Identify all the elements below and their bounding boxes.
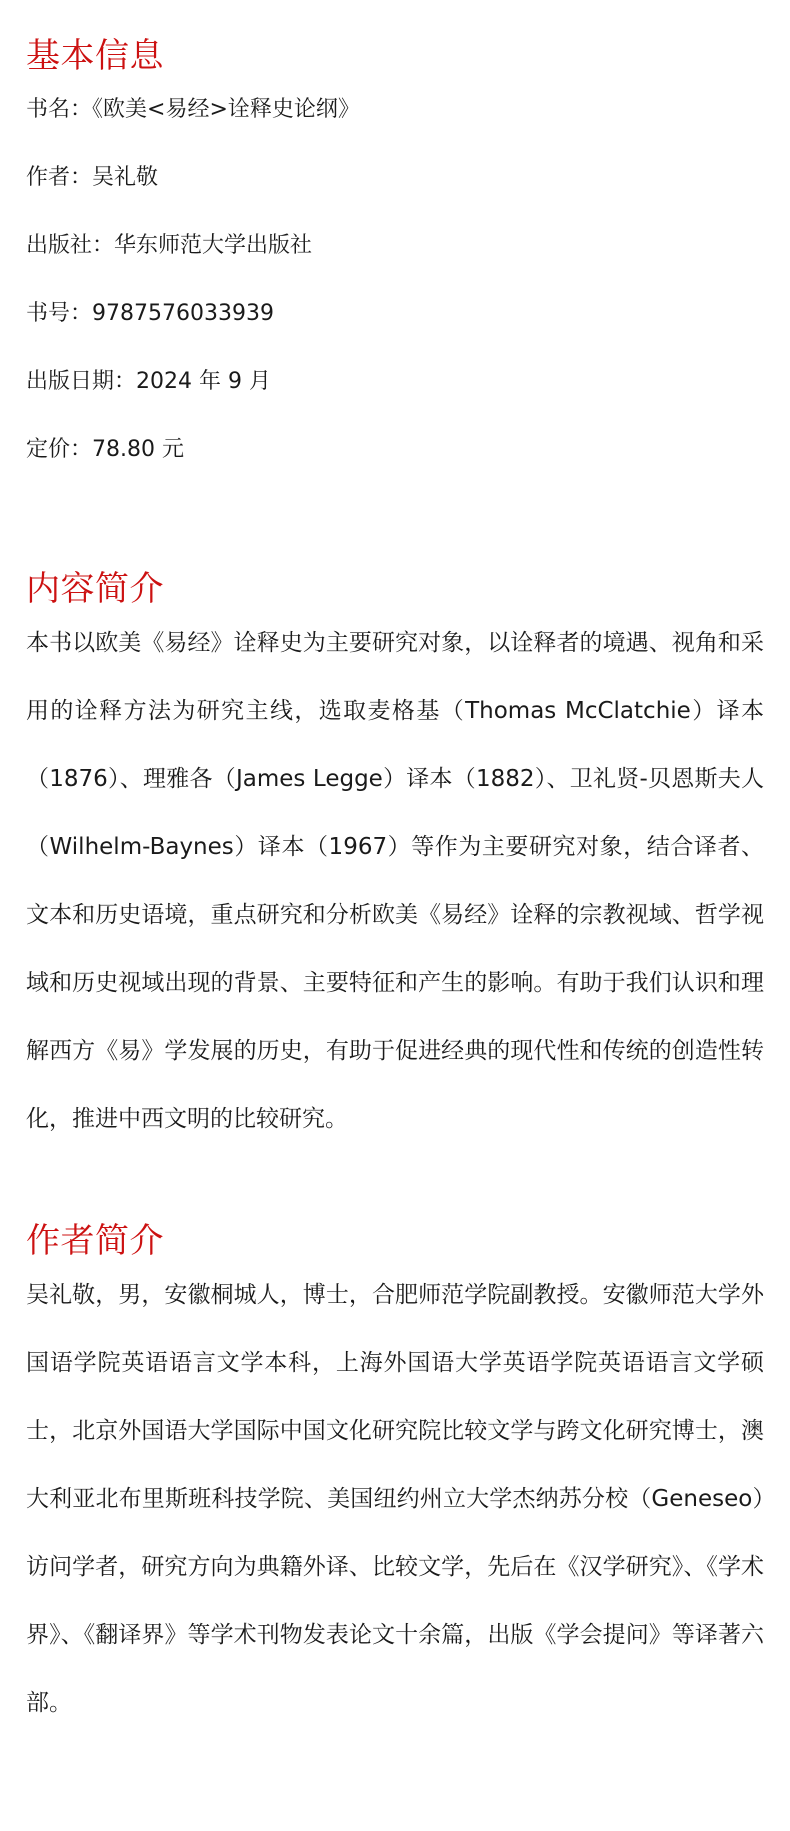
info-label: 作者： <box>26 165 93 190</box>
info-row-price <box>26 416 764 484</box>
summary-title: 内容简介 <box>26 569 164 609</box>
info-label: 书名： <box>26 97 93 122</box>
section-spacer <box>26 1153 764 1221</box>
info-value: 华东师范大学出版社 <box>114 233 313 258</box>
info-value: 《欧美<易经>诠释史论纲》 <box>92 97 360 122</box>
info-row-isbn <box>26 280 764 348</box>
section-spacer <box>26 484 764 569</box>
info-row-book-title <box>26 76 764 144</box>
info-value: 78.80 元 <box>92 437 184 462</box>
info-value: 2024 年 9 月 <box>136 369 271 394</box>
author-section <box>26 1221 764 1737</box>
basic-info-list <box>26 76 764 484</box>
basic-info-title: 基本信息 <box>26 36 164 76</box>
info-row-author <box>26 144 764 212</box>
author-title: 作者简介 <box>26 1221 164 1261</box>
info-row-publisher <box>26 212 764 280</box>
summary-section <box>26 569 764 1153</box>
info-value: 吴礼敬 <box>92 165 159 190</box>
info-label: 书号： <box>26 301 93 326</box>
info-label: 定价： <box>26 437 93 462</box>
info-value: 9787576033939 <box>92 301 274 326</box>
basic-info-section <box>26 0 764 484</box>
info-label: 出版社： <box>26 233 115 258</box>
summary-text: 本书以欧美《易经》诠释史为主要研究对象，以诠释者的境遇、视角和采用的诠释方法为研究主线，选取麦格基（Thomas McClatchie）译本（1876）、理雅各（James Legge）译本（1882）、卫礼贤-贝恩斯夫人（Wilhelm-Baynes）译本（1967）等作为主要研究对象，结合译者、文本和历史语境，重点研究和分析欧美《易经》诠释的宗教视域、哲学视域和历史视域出现的背景、主要特征和产生的影响。有助于我们认识和理解西方《易》学发展的历史，有助于促进经典的现代性和传统的创造性转化，推进中西文明的比较研究。 <box>26 630 764 1132</box>
author-text: 吴礼敬，男，安徽桐城人，博士，合肥师范学院副教授。安徽师范大学外国语学院英语语言文学本科，上海外国语大学英语学院英语语言文学硕士，北京外国语大学国际中国文化研究院比较文学与跨文化研究博士，澳大利亚北布里斯班科技学院、美国纽约州立大学杰纳苏分校（Geneseo）访问学者，研究方向为典籍外译、比较文学，先后在《汉学研究》、《学术界》、《翻译界》等学术刊物发表论文十余篇，出版《学会提问》等译著六部。 <box>26 1282 764 1716</box>
info-row-publish-date <box>26 348 764 416</box>
info-label: 出版日期： <box>26 369 137 394</box>
